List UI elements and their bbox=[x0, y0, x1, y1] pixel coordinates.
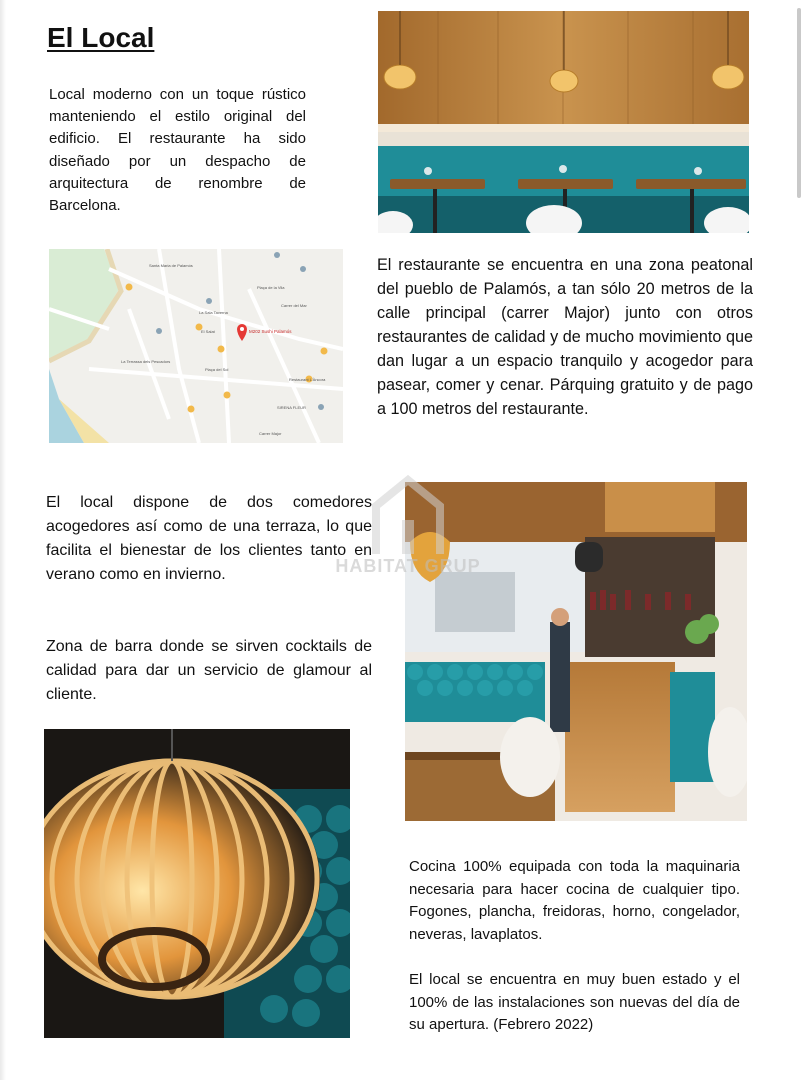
bar-paragraph: Zona de barra donde se sirven cocktails de calidad para dar un servicio de glamour al cliente. bbox=[46, 638, 372, 703]
kitchen-paragraph: Cocina 100% equipada con toda la maquinaria necesaria para hacer cocina de cualquier tipo. Fogones, plancha, freidoras, horno, congelador, neveras, lavaplatos. bbox=[409, 858, 740, 943]
watermark-text: HABITAT GRUP bbox=[335, 556, 481, 576]
map-label: Restaurant L'Àncora bbox=[289, 377, 326, 382]
map-label: El Salat bbox=[201, 329, 215, 334]
map-label: SIRENA FLEUR bbox=[277, 405, 306, 410]
scrollbar[interactable] bbox=[797, 8, 801, 198]
map-label: Plaça del Sol bbox=[205, 367, 229, 372]
habitat-grup-watermark bbox=[318, 470, 498, 590]
intro-paragraph: Local moderno con un toque rústico manteniendo el estilo original del edificio. El restaurante ha sido diseñado por un despacho de arquitectura de renombre de Barcelona. bbox=[49, 86, 306, 215]
pendant-lamp-photo bbox=[44, 729, 350, 1038]
location-paragraph: El restaurante se encuentra en una zona peatonal del pueblo de Palamós, a tan sólo 20 metros de la calle principal (carrer Major) junto con otros restaurantes de calidad y de mucho movimiento que dan lugar a un espacio tranquilo y acogedor para pasear, comer y cenar. Párquing gratuito y de pago a 100 metros del restaurante. bbox=[377, 256, 753, 418]
map-label: La Sala Taverna bbox=[199, 310, 228, 315]
page-title: El Local bbox=[47, 22, 155, 53]
map-label: M202 Sushi Palamós bbox=[249, 329, 292, 334]
page-edge bbox=[0, 0, 6, 1080]
map-label: La Terrassa dels Pescadors bbox=[121, 359, 171, 364]
map-label: Carrer Major bbox=[259, 431, 282, 436]
house-logo-icon bbox=[318, 470, 498, 560]
restaurant-dining-photo bbox=[378, 11, 749, 233]
map-label: Santa Maria de Palamós bbox=[149, 263, 193, 268]
map-label: Carrer del Mar bbox=[281, 303, 307, 308]
condition-paragraph: El local se encuentra en muy buen estado y el 100% de las instalaciones son nuevas del día de su apertura. (Febrero 2022) bbox=[409, 971, 740, 1033]
map-label: Plaça de la Vila bbox=[257, 285, 285, 290]
dining-paragraph: El local dispone de dos comedores acogedores así como de una terraza, lo que facilita el bienestar de los clientes tanto en verano como en invierno. bbox=[46, 494, 372, 583]
location-map[interactable] bbox=[49, 249, 343, 443]
